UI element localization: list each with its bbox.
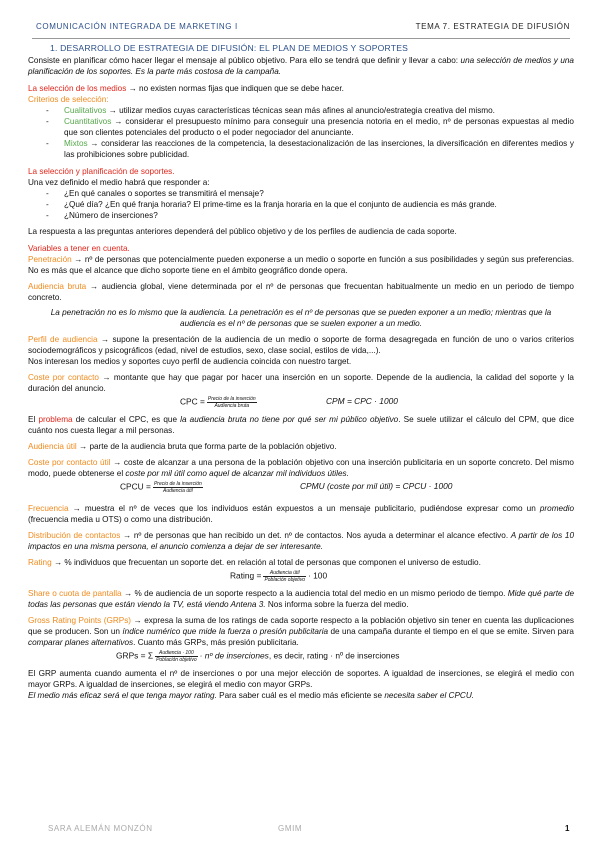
grp-conclusion: El GRP aumenta cuando aumenta el nº de inserciones o por una mejor elección de soportes. A igualdad de inserciones, se elegirá el medio con mayor GRPs. A igualdad de inserciones, se elegirá el medio con mayor GRPs. xyxy=(28,669,574,689)
list-item: - ¿En qué canales o soportes se transmitirá el mensaje? xyxy=(28,188,574,199)
media-selection-section: La selección de los medios → no existen normas fijas que indiquen que se debe hacer. Criterios de selección: - Cualitativos → utilizar medios cuyas características técnicas sean más afines al anuncio/estrategia creativa del mismo. - Cuantitativos → considerar el presupuesto mínimo para conseguir una presencia notoria en el medio, nº de personas expuestas al medio que son clientes potenciales del producto o el poder negociador del anunciante. - Mixtos → considerar las reacciones de la competencia, la desestacionalización de las inserciones, la diversificación en diferentes medios y las prohibiciones sobre publicidad. xyxy=(28,83,574,160)
intro-paragraph: Consiste en planificar cómo hacer llegar el mensaje al público objetivo. Para ello se tendrá que definir y llevar a cabo: una selección de medios y una planificación de los soportes. Es la parte más costosa de la campaña. xyxy=(28,56,574,76)
share-def: Share o cuota de pantalla → % de audiencia de un soporte respecto a la audiencia total del medio en un mismo periodo de tiempo. Mide qué parte de todas las personas que están viendo la TV, está viendo Antena 3. Nos informa sobre la fuerza del medio. xyxy=(28,589,575,609)
cost-per-contact-def: Coste por contacto → montante que hay que pagar por hacer una inserción en un soporte. Depende de la audiencia, la calidad del soporte y la duración del anuncio. xyxy=(28,373,574,393)
page-number: 1 xyxy=(564,824,570,833)
gross-audience-def: Audiencia bruta → audiencia global, viene determinada por el nº de personas que frecuentan habitualmente un medio en un periodo de tiempo concreto. xyxy=(28,282,574,302)
cpm-formula: CPM = CPC · 1000 xyxy=(326,396,398,406)
rating-def: Rating → % individuos que frecuentan un soporte det. en relación al total de personas que componen el universo de estudio. xyxy=(28,558,481,567)
criteria-list xyxy=(28,105,574,160)
useful-cost-def: Coste por contacto útil → coste de alcanzar a una persona de la población objetivo con una inserción publicitaria en un soporte concreto. Del mismo modo, puede obtenerse el coste por mil útil como aquel de alcanzar mil individuos útiles. xyxy=(28,458,574,478)
criteria-heading: Criterios de selección: xyxy=(28,95,109,104)
cpmu-formula: CPMU (coste por mil útil) = CPCU · 1000 xyxy=(300,481,453,491)
course-code: GMIM xyxy=(278,824,303,833)
rating-formula-row xyxy=(28,568,574,588)
list-item: - Cualitativos → utilizar medios cuyas características técnicas sean más afines al anuncio/estrategia creativa del mismo. xyxy=(28,105,574,116)
grp-formula-row xyxy=(28,648,574,668)
list-item: - Cuantitativos → considerar el presupuesto mínimo para conseguir una presencia notoria en el medio, nº de personas expuestas al medio que son clientes potenciales del producto o el poder negociador del anunciante. xyxy=(28,116,574,138)
penetration-note: La penetración no es lo mismo que la audiencia. La penetración es el nº de personas que se pueden exponer a un medio; mientras que la audiencia es el nº de personas que se suelen exponer a un medio. xyxy=(50,308,552,328)
page-header xyxy=(36,22,570,36)
frequency-def: Frecuencia → muestra el nº de veces que los individuos están expuestos a un mensaje publicitario, pudiéndose expresar como un promedio (frecuencia media u OTS) o como una distribución. xyxy=(28,504,574,524)
grp-formula: GRPs = Σ $\frac{\text{Audiencia · 100}}{\text{Población objetivo}}$ · nº de inserciones, es decir, rating · nº de inserciones xyxy=(116,650,400,663)
questions-list xyxy=(28,188,574,221)
planning-answer: La respuesta a las preguntas anteriores dependerá del público objetivo y de los perfiles de audiencia de cada soporte. xyxy=(28,227,457,236)
planning-section: La selección y planificación de soportes. Una vez definido el medio habrá que responder a: - ¿En qué canales o soportes se transmitirá el mensaje? - ¿Qué día? ¿En qué franja horaria? El prime-time es la franja horaria en la que el conjunto de audiencia es más grande. - ¿Número de inserciones? La respuesta a las preguntas anteriores dependerá del público objetivo y de los perfiles de audiencia de cada soporte. xyxy=(28,166,574,237)
penetration-def: Penetración → nº de personas que potencialmente pueden exponerse a un medio o soporte en función a sus posibilidades y según sus preferencias. No es más que el alcance que dicho soporte tiene en el ámbito geográfico donde opera. xyxy=(28,255,574,275)
document-body xyxy=(28,43,574,701)
cpcu-formula-row xyxy=(28,479,574,499)
variables-heading: Variables a tener en cuenta. xyxy=(28,244,130,253)
planning-heading: La selección y planificación de soportes. xyxy=(28,167,175,176)
rating-formula: Rating = $\frac{\text{Audiencia útil}}{\text{Población objetivo}}$ · 100 xyxy=(230,570,328,583)
list-item: - ¿Número de inserciones? xyxy=(28,210,574,221)
variables-section: Variables a tener en cuenta. Penetración → nº de personas que potencialmente pueden exponerse a un medio o soporte en función a sus posibilidades y según sus preferencias. No es más que el alcance que dicho soporte tiene en el ámbito geográfico donde opera. Audiencia bruta → audiencia global, viene determinada por el nº de personas que frecuentan habitualmente un medio en un periodo de tiempo concreto. La penetración no es lo mismo que la audiencia. La penetración es el nº de personas que se pueden exponer a un medio; mientras que la audiencia es el nº de personas que se suelen exponer a un medio. Perfil de audiencia → supone la presentación de la audiencia de un medio o soporte de forma desagregada en función de uno o varios criterios sociodemográficos y psicográficos (edad, nivel de estudios, sexo, clase social, estilos de vida,...). Nos interesan los medios y soportes cuyo perfil de audiencia coincida con nuestro target. Coste por contacto → montante que hay que pagar por hacer una inserción en un soporte. Depende de la audiencia, la calidad del soporte y la duración del anuncio. CPC = $\frac{\text{Precio de la inserción}}{\text{Audiencia bruta}}$ CPM = CPC · 1000 El problema de calcular el CPC, es que la audiencia bruta no tiene por qué ser mi público objetivo. Se suele utilizar el cálculo del CPM, que dice cuánto nos cuesta llegar a mil personas. Audiencia útil → parte de la audiencia bruta que forma parte de la población objetivo. Coste por contacto útil → coste de alcanzar a una persona de la población objetivo con una inserción publicitaria en un soporte concreto. Del mismo modo, puede obtenerse el coste por mil útil como aquel de alcanzar mil individuos útiles. CPCU = $\frac{\text{Precio de la inserción}}{\text{Audiencia útil}}$ CPMU (coste por mil útil) = CPCU · 1000 Frecuencia → muestra el nº de veces que los individuos están expuestos a un mensaje publicitario, pudiéndose expresar como un promedio (frecuencia media u OTS) o como una distribución. Distribución de contactos → nº de personas que han recibido un det. nº de contactos. Nos ayuda a determinar el alcance efectivo. A partir de los 10 impactos en una misma persona, el anuncio comienza a dejar de ser interesante. Rating → % individuos que frecuentan un soporte det. en relación al total de personas que componen el universo de estudio. Rating = $\frac{\text{Audiencia útil}}{\text{Población objetivo}}$ · 100 Share o cuota de pantalla → % de audiencia de un soporte respecto a la audiencia total del medio en un mismo periodo de tiempo. Mide qué parte de todas las personas que están viendo la TV, está viendo Antena 3. Nos informa sobre la fuerza del medio. Gross Rating Points (GRPs) → expresa la suma de los ratings de cada soporte respecto a la población objetivo sin tener en cuenta las duplicaciones que se producen. Son un índice numérico que mide la fuerza o presión publicitaria de una campaña durante el tiempo en el que se emite. Sirven para comparar planes alternativos. Cuanto más GRPs, más presión publicitaria. GRPs = Σ $\frac{\text{Audiencia · 100}}{\text{Población objetivo}}$ · nº de inserciones, es decir, rating · nº de inserciones El GRP aumenta cuando aumenta el nº de inserciones o por una mejor elección de soportes. A igualdad de inserciones, se elegirá el medio con mayor GRPs. A igualdad de inserciones, se elegirá el medio con mayor GRPs. El medio más eficaz será el que tenga mayor rating. Para saber cuál es el medio más eficiente se necesita saber el CPCU. xyxy=(28,244,575,700)
grp-last-line: El medio más eficaz será el que tenga mayor rating. Para saber cuál es el medio más eficiente se necesita saber el CPCU. xyxy=(28,691,475,700)
author-name: SARA ALEMÁN MONZÓN xyxy=(48,824,153,833)
media-selection-heading: La selección de los medios xyxy=(28,84,127,93)
course-title: COMUNICACIÓN INTEGRADA DE MARKETING I xyxy=(36,22,238,31)
grp-def: Gross Rating Points (GRPs) → expresa la suma de los ratings de cada soporte respecto a la población objetivo sin tener en cuenta las duplicaciones que se producen. Son un índice numérico que mide la fuerza o presión publicitaria de una campaña durante el tiempo en el que se emite. Sirven para comparar planes alternativos. Cuanto más GRPs, más presión publicitaria. xyxy=(28,616,575,647)
cpcu-formula: CPCU = $\frac{\text{Precio de la inserción}}{\text{Audiencia útil}}$ xyxy=(120,481,202,494)
useful-audience-def: Audiencia útil → parte de la audiencia bruta que forma parte de la población objetivo. xyxy=(28,442,337,451)
cpc-formula-row xyxy=(28,394,574,414)
audience-profile-def: Perfil de audiencia → supone la presentación de la audiencia de un medio o soporte de forma desagregada en función de uno o varios criterios sociodemográficos y psicográficos (edad, nivel de estudios, sexo, clase social, estilos de vida,...). xyxy=(28,335,574,355)
topic-title: TEMA 7. ESTRATEGIA DE DIFUSIÓN xyxy=(415,22,570,31)
cpc-problem: El problema de calcular el CPC, es que la audiencia bruta no tiene por qué ser mi público objetivo. Se suele utilizar el cálculo del CPM, que dice cuánto nos cuesta llegar a mil personas. xyxy=(28,415,574,435)
contact-distribution-def: Distribución de contactos → nº de personas que han recibido un det. nº de contactos. Nos ayuda a determinar el alcance efectivo. A partir de los 10 impactos en una misma persona, el anuncio comienza a dejar de ser interesante. xyxy=(28,531,574,551)
section-heading: 1. DESARROLLO DE ESTRATEGIA DE DIFUSIÓN: EL PLAN DE MEDIOS Y SOPORTES xyxy=(50,43,409,53)
list-item: - ¿Qué día? ¿En qué franja horaria? El prime-time es la franja horaria en la que el conjunto de audiencia es más grande. xyxy=(28,199,574,210)
header-divider xyxy=(32,38,570,39)
list-item: - Mixtos → considerar las reacciones de la competencia, la desestacionalización de las inserciones, la diversificación en diferentes medios y las prohibiciones sobre publicidad. xyxy=(28,138,574,160)
cpc-formula: CPC = $\frac{\text{Precio de la inserción}}{\text{Audiencia bruta}}$ xyxy=(180,396,256,409)
